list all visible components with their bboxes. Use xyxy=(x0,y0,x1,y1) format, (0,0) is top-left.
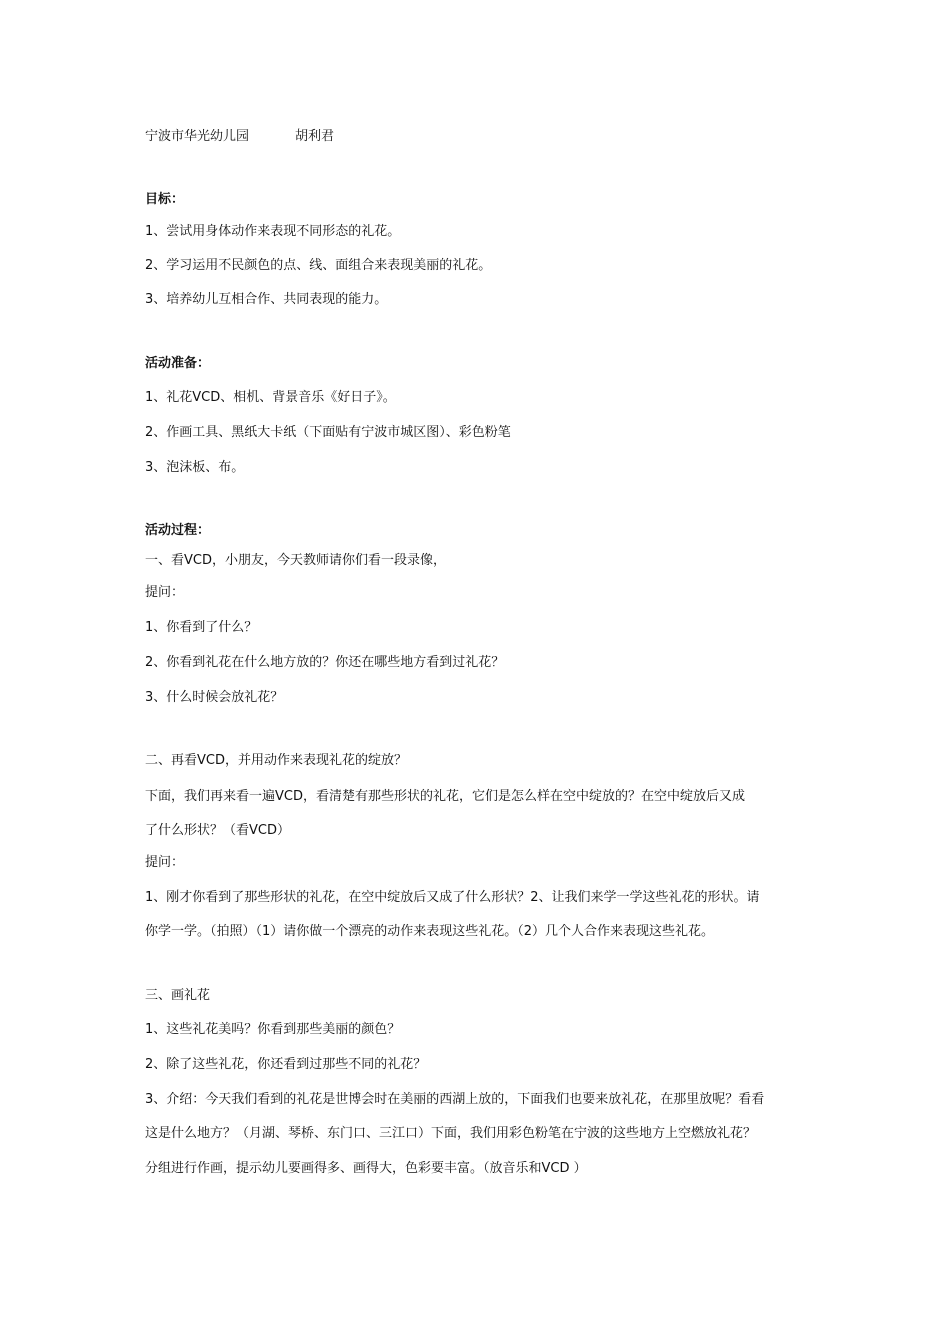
goal-item-2: 2、学习运用不民颜色的点、线、面组合来表现美丽的礼花。 xyxy=(145,258,492,273)
part2-intro-line-2: 了什么形状？（看VCD） xyxy=(145,823,290,838)
goal-item-1: 1、尝试用身体动作来表现不同形态的礼花。 xyxy=(145,224,401,239)
process-heading: 活动过程： xyxy=(145,523,211,538)
part3-intro-line-2: 这是什么地方？（月湖、琴桥、东门口、三江口）下面，我们用彩色粉笔在宁波的这些地方上空燃放礼花？ xyxy=(145,1126,757,1141)
goal-item-3: 3、培养幼儿互相合作、共同表现的能力。 xyxy=(145,292,388,307)
part1-item-1: 1、你看到了什么？ xyxy=(145,620,258,635)
part3-intro-line-3: 分组进行作画，提示幼儿要画得多、画得大，色彩要丰富。（放音乐和VCD ） xyxy=(145,1161,587,1176)
preparation-item-2: 2、作画工具、黑纸大卡纸（下面贴有宁波市城区图）、彩色粉笔 xyxy=(145,425,511,440)
part3-item-1: 1、这些礼花美吗？你看到那些美丽的颜色？ xyxy=(145,1022,401,1037)
part2-ask: 提问： xyxy=(145,855,185,870)
part3-item-2: 2、除了这些礼花，你还看到过那些不同的礼花？ xyxy=(145,1057,427,1072)
part1-ask: 提问： xyxy=(145,585,185,600)
part2-detail-line-2: 你学一学。（拍照）（1）请你做一个漂亮的动作来表现这些礼花。（2）几个人合作来表现这些礼花。 xyxy=(145,924,715,939)
preparation-item-3: 3、泡沫板、布。 xyxy=(145,460,245,475)
part2-intro-line-1: 下面，我们再来看一遍VCD，看清楚有那些形状的礼花，它们是怎么样在空中绽放的？在空中绽放后又成 xyxy=(145,789,745,804)
goals-heading: 目标： xyxy=(145,192,185,207)
part2-title: 二、再看VCD，并用动作来表现礼花的绽放？ xyxy=(145,753,407,768)
preparation-item-1: 1、礼花VCD、相机、背景音乐《好日子》。 xyxy=(145,390,396,405)
part3-intro-line-1: 3、介绍：今天我们看到的礼花是世博会时在美丽的西湖上放的，下面我们也要来放礼花，在那里放呢？看看 xyxy=(145,1092,765,1107)
author-name: 胡利君 xyxy=(295,129,335,144)
author-line xyxy=(145,128,815,146)
part2-detail-line-1: 1、刚才你看到了那些形状的礼花，在空中绽放后又成了什么形状？2、让我们来学一学这些礼花的形状。请 xyxy=(145,890,760,905)
preparation-heading: 活动准备： xyxy=(145,356,211,371)
school-name: 宁波市华光幼儿园 xyxy=(145,129,250,144)
part1-item-2: 2、你看到礼花在什么地方放的？你还在哪些地方看到过礼花？ xyxy=(145,655,505,670)
part1-item-3: 3、什么时候会放礼花？ xyxy=(145,690,284,705)
part1-title: 一、看VCD，小朋友，今天教师请你们看一段录像， xyxy=(145,553,446,568)
part3-title: 三、画礼花 xyxy=(145,988,211,1003)
